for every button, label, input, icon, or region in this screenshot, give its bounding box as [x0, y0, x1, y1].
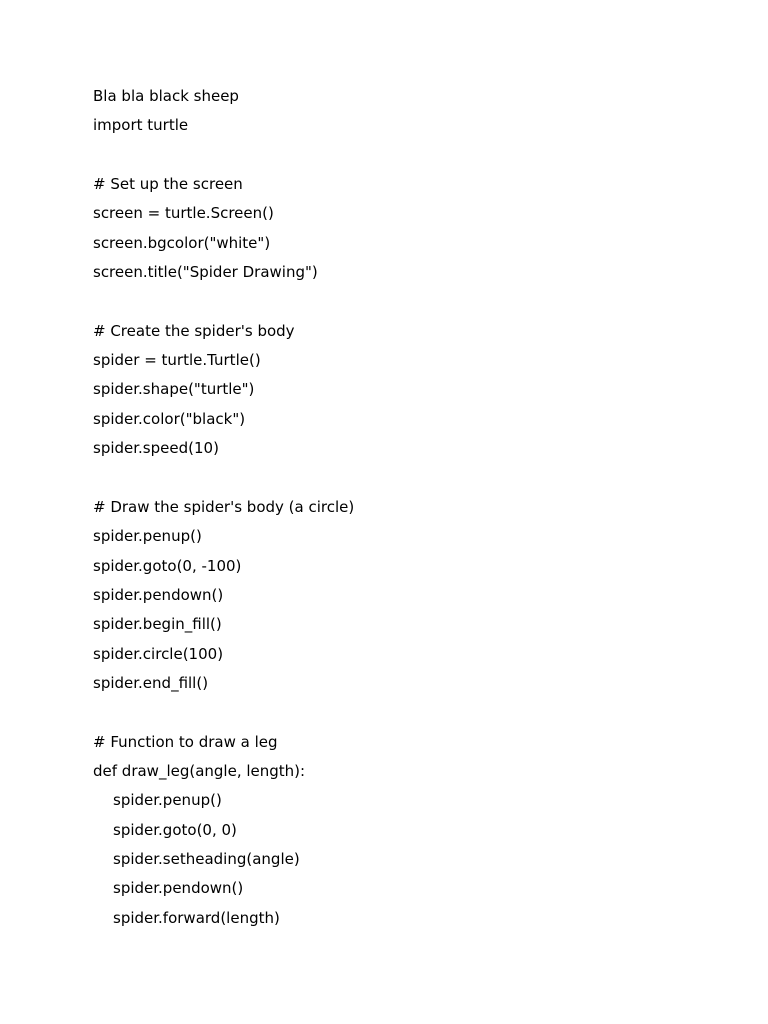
code-line: spider.shape("turtle"): [93, 380, 255, 399]
code-line-indented: spider.pendown(): [113, 879, 244, 898]
code-line: spider.end_fill(): [93, 673, 209, 692]
code-line: spider.pendown(): [93, 585, 224, 604]
code-comment: # Set up the screen: [93, 175, 243, 194]
code-line: spider.speed(10): [93, 439, 219, 458]
blank-line: [93, 289, 733, 318]
code-line: spider.begin_fill(): [93, 615, 222, 634]
code-line: screen = turtle.Screen(): [93, 204, 274, 223]
code-line: import turtle: [93, 116, 189, 135]
code-comment: # Create the spider's body: [93, 321, 295, 340]
text-line: Bla bla black sheep: [93, 87, 239, 105]
blank-line: [93, 700, 733, 729]
blank-line: [93, 143, 733, 172]
code-line-indented: spider.forward(length): [113, 908, 280, 927]
code-comment: # Draw the spider's body (a circle): [93, 497, 355, 516]
code-line: def draw_leg(angle, length):: [93, 761, 306, 780]
blank-line: [93, 465, 733, 494]
code-line: screen.title("Spider Drawing"): [93, 263, 318, 282]
code-line: spider.color("black"): [93, 409, 246, 428]
code-line: spider = turtle.Turtle(): [93, 351, 261, 370]
code-comment: # Function to draw a leg: [93, 732, 278, 751]
code-line: spider.goto(0, -100): [93, 556, 242, 575]
document-body: [93, 84, 733, 935]
code-line-indented: spider.penup(): [113, 791, 222, 810]
code-line: spider.circle(100): [93, 644, 224, 663]
code-line: spider.penup(): [93, 527, 202, 546]
code-line-indented: spider.setheading(angle): [113, 849, 300, 868]
code-line-indented: spider.goto(0, 0): [113, 820, 237, 839]
code-line: screen.bgcolor("white"): [93, 233, 271, 252]
